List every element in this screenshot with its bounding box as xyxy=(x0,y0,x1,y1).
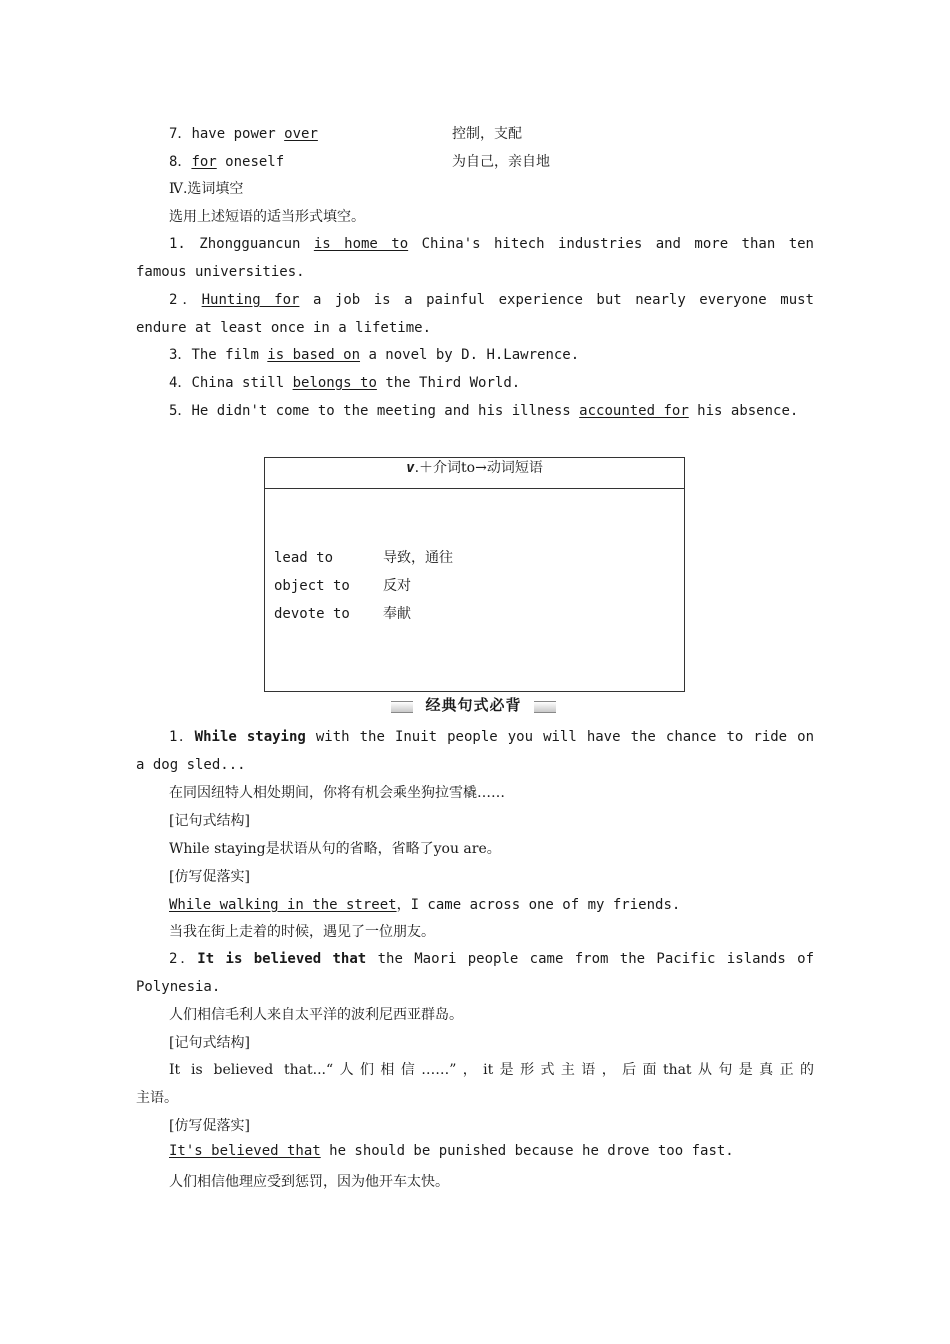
fill-item-1-cont: famous universities. xyxy=(136,264,305,280)
phrase-row xyxy=(274,603,411,623)
item-number: 2． xyxy=(169,951,198,967)
section-heading: Ⅳ.选词填空 xyxy=(169,181,244,197)
structure-note: It is believed that...“人们相信……”，it是形式主语，后面that从句是真正的 xyxy=(169,1062,814,1078)
item-text: Zhongguancun xyxy=(185,236,314,252)
phrase-en: object to xyxy=(274,578,350,594)
fill-item-5 xyxy=(169,401,814,421)
structure-note-cont: 主语。 xyxy=(136,1090,178,1106)
banner-label: 经典句式必背 xyxy=(413,693,534,717)
structure-label: [记句式结构] xyxy=(169,813,250,829)
fill-item-2-cont: endure at least once in a lifetime. xyxy=(136,320,432,336)
header-text: .＋介词to→动词短语 xyxy=(414,460,543,476)
item-number: 1. xyxy=(169,236,186,252)
answer-blank: Hunting for xyxy=(201,292,300,308)
item-text: China's hitech industries and more than ten xyxy=(408,236,814,252)
vocab-item-8 xyxy=(169,151,284,171)
sentence-1-cont: a dog sled... xyxy=(136,757,246,773)
item-text: China still xyxy=(191,375,293,391)
item-text: He didn't come to the meeting and his illness xyxy=(191,403,580,419)
phrase-box xyxy=(264,457,685,692)
fill-item-3 xyxy=(169,345,814,365)
answer-blank: over xyxy=(284,126,318,142)
phrase-cn: 导致，通往 xyxy=(383,550,453,566)
phrase-box-header xyxy=(265,458,684,489)
vocab-meaning-7: 控制，支配 xyxy=(452,126,522,142)
phrase-cn: 反对 xyxy=(383,578,411,594)
phrase-row xyxy=(274,575,411,595)
item-number: 2． xyxy=(169,292,202,308)
item-number: 1． xyxy=(169,729,195,745)
fill-item-2 xyxy=(169,290,814,310)
section-instruction: 选用上述短语的适当形式填空。 xyxy=(169,209,365,225)
phrase-text: have power xyxy=(191,126,285,142)
sentence-2-translation: 人们相信毛利人来自太平洋的波利尼西亚群岛。 xyxy=(169,1007,463,1023)
answer-blank: for xyxy=(191,154,217,170)
phrase-en: lead to xyxy=(274,550,334,566)
fill-item-1 xyxy=(169,234,814,254)
item-number: 7． xyxy=(169,126,192,142)
sentence-text: he should be punished because he drove too fast. xyxy=(320,1143,734,1159)
item-text: a job is a painful experience but nearly everyone must xyxy=(299,292,814,308)
item-number: 5． xyxy=(169,403,192,419)
answer-blank: It's believed that xyxy=(169,1143,321,1159)
practice-label: [仿写促落实] xyxy=(169,869,250,885)
vocab-item-7 xyxy=(169,123,318,143)
sentence-text: ，I came across one of my friends. xyxy=(396,897,681,913)
item-text: his absence. xyxy=(688,403,799,419)
vocab-meaning-8: 为自己，亲自地 xyxy=(452,154,550,170)
practice-sentence xyxy=(169,894,680,914)
sentence-1-translation: 在同因纽特人相处期间，你将有机会乘坐狗拉雪橇…… xyxy=(169,785,505,801)
phrase-text: oneself xyxy=(216,154,285,170)
answer-blank: is home to xyxy=(313,236,409,252)
phrase-en: devote to xyxy=(274,606,350,622)
sentence-text: the Maori people came from the Pacific islands of xyxy=(366,951,815,967)
sentence-2 xyxy=(169,949,814,969)
fill-item-4 xyxy=(169,373,814,393)
item-text: a novel by D. H.Lawrence. xyxy=(360,347,580,363)
structure-label: [记句式结构] xyxy=(169,1035,250,1051)
phrase-row xyxy=(274,547,453,567)
sentence-text: with the Inuit people you will have the chance to ride on xyxy=(305,729,814,745)
key-structure: It is believed that xyxy=(197,951,367,967)
answer-blank: belongs to xyxy=(292,375,377,391)
practice-label: [仿写促落实] xyxy=(169,1118,250,1134)
answer-blank: While walking in the street xyxy=(169,897,397,913)
sentence-2-cont: Polynesia. xyxy=(136,979,221,995)
item-number: 4． xyxy=(169,375,192,391)
sentence-1 xyxy=(169,727,814,747)
practice-sentence xyxy=(169,1143,734,1159)
answer-blank: accounted for xyxy=(579,403,689,419)
practice-translation: 人们相信他理应受到惩罚，因为他开车太快。 xyxy=(169,1174,449,1190)
structure-note: While staying是状语从句的省略，省略了you are。 xyxy=(169,841,501,857)
practice-translation: 当我在街上走着的时候，遇见了一位朋友。 xyxy=(169,924,435,940)
section-banner xyxy=(391,693,556,717)
phrase-cn: 奉献 xyxy=(383,606,411,622)
answer-blank: is based on xyxy=(267,347,361,363)
item-text: The film xyxy=(191,347,268,363)
key-structure: While staying xyxy=(194,729,306,745)
item-text: the Third World. xyxy=(376,375,521,391)
item-number: 8． xyxy=(169,154,192,170)
header-v: v xyxy=(406,460,415,476)
item-number: 3． xyxy=(169,347,192,363)
